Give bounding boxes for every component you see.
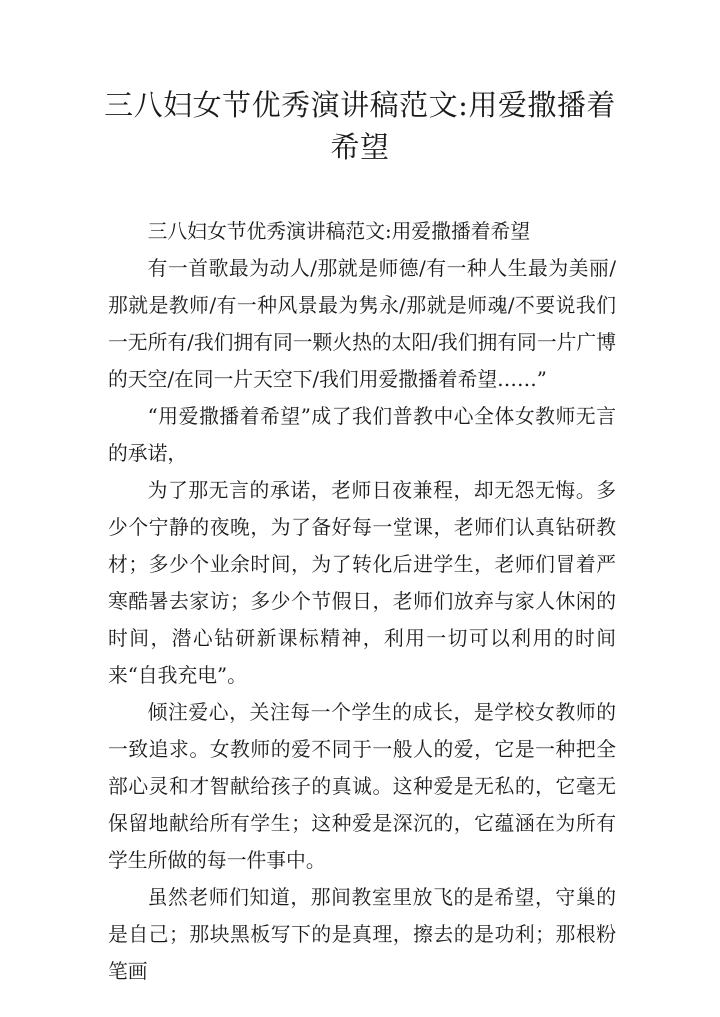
paragraph-song: 有一首歌最为动人/那就是师德/有一种人生最为美丽/那就是教师/有一种风景最为隽永/那就是师魂/不要说我们一无所有/我们拥有同一颗火热的太阳/我们拥有同一片广博的天空/在同一片天空下/我们用爱撒播着希望……” [108,257,616,391]
document-title: 三八妇女节优秀演讲稿范文:用爱撒播着希望 [104,88,616,164]
paragraph-classroom: 虽然老师们知道，那间教室里放飞的是希望，守巢的是自己；那块黑板写下的是真理，擦去的是功利；那根粉笔画 [108,886,616,983]
paragraph-subtitle: 三八妇女节优秀演讲稿范文:用爱撒播着希望 [147,220,531,243]
document-body [108,213,616,990]
paragraph-effort: 为了那无言的承诺，老师日夜兼程，却无怨无悔。多少个宁静的夜晚，为了备好每一堂课，老师们认真钻研教材；多少个业余时间，为了转化后进学生，老师们冒着严寒酷暑去家访；多少个节假日，老师们放弃与家人休闲的时间，潜心钻研新课标精神，利用一切可以利用的时间来“自我充电”。 [108,479,616,687]
paragraph-love: 倾注爱心，关注每一个学生的成长，是学校女教师的一致追求。女教师的爱不同于一般人的爱，它是一种把全部心灵和才智献给孩子的真诚。这种爱是无私的，它毫无保留地献给所有学生；这种爱是深沉的，它蕴涵在为所有学生所做的每一件事中。 [108,701,616,872]
paragraph-promise: “用爱撒播着希望”成了我们普教中心全体女教师无言的承诺， [108,405,616,465]
